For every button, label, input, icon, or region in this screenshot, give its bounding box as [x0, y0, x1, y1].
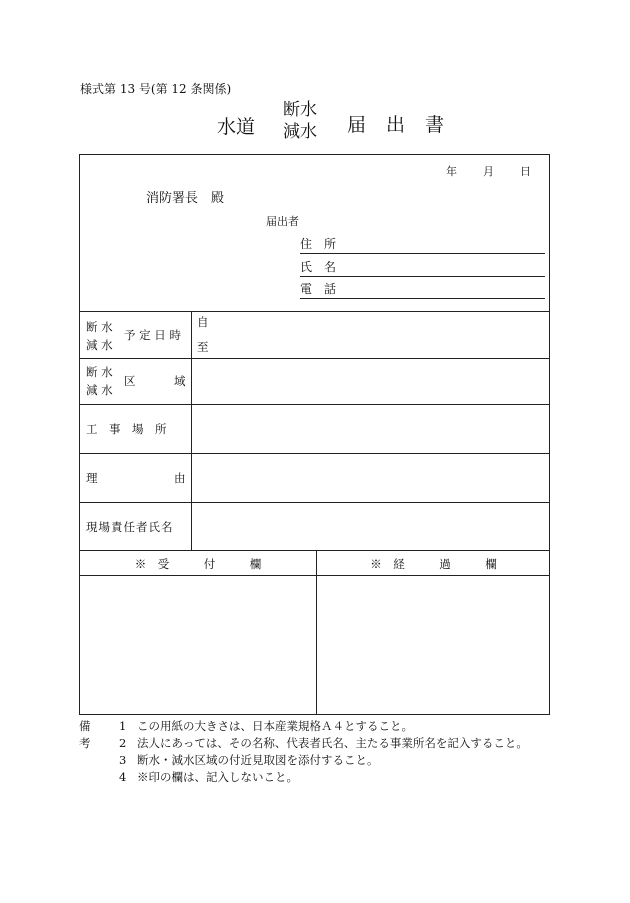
title-stack-top: 断水 — [283, 100, 317, 120]
schedule-stack-bottom: 減 水 — [86, 338, 113, 352]
divider — [80, 453, 549, 454]
note-number: 2 — [119, 736, 127, 750]
area-label-a: 区 — [124, 374, 136, 388]
label-column-divider — [191, 311, 192, 550]
address-label: 住 所 — [300, 237, 337, 251]
form-number: 様式第 13 号(第 12 条関係) — [80, 82, 232, 96]
schedule-to: 至 — [197, 340, 209, 354]
title-stack-bottom: 減水 — [283, 122, 317, 142]
schedule-stack — [86, 318, 113, 354]
note-text: 断水・減水区域の付近見取図を添付すること。 — [137, 753, 379, 767]
area-stack-bottom: 減 水 — [86, 383, 113, 397]
title-water: 水道 — [217, 116, 256, 138]
site-label: 工 事 場 所 — [86, 422, 167, 436]
divider — [80, 575, 549, 576]
reason-label-b: 由 — [174, 471, 186, 485]
reason-label-a: 理 — [86, 471, 98, 485]
addressee: 消防署長 殿 — [146, 191, 225, 206]
divider — [80, 404, 549, 405]
form-title — [0, 97, 630, 147]
divider — [80, 311, 549, 312]
address-field[interactable] — [300, 235, 545, 254]
year-label: 年 — [446, 165, 457, 178]
note-text: 法人にあっては、その名称、代表者氏名、主たる事業所名を記入すること。 — [137, 736, 528, 750]
supervisor-label: 現場責任者氏名 — [86, 520, 174, 534]
area-stack-top: 断 水 — [86, 365, 113, 379]
area-label-b: 域 — [174, 374, 186, 388]
title-stack — [283, 99, 317, 143]
phone-field[interactable] — [300, 280, 545, 299]
note-number: 4 — [119, 770, 127, 784]
title-todoke: 届出書 — [347, 114, 465, 136]
schedule-label: 予 定 日 時 — [124, 328, 181, 342]
note-text: ※印の欄は、記入しないこと。 — [137, 770, 298, 784]
divider — [80, 358, 549, 359]
divider — [80, 502, 549, 503]
note-text: この用紙の大きさは、日本産業規格Ａ４とすること。 — [137, 719, 413, 733]
date-line — [446, 163, 531, 179]
schedule-from: 自 — [197, 315, 209, 329]
note-number: 1 — [119, 719, 127, 733]
applicant-label: 届出者 — [266, 215, 299, 228]
notes-heading: 備考 — [79, 719, 91, 750]
day-label: 日 — [520, 165, 531, 178]
form-table — [79, 154, 550, 715]
area-stack — [86, 363, 113, 399]
divider — [80, 550, 549, 551]
month-label: 月 — [483, 165, 494, 178]
phone-label: 電 話 — [300, 282, 337, 296]
name-field[interactable] — [300, 258, 545, 277]
progress-column-header: ※ 経 過 欄 — [370, 557, 497, 571]
name-label: 氏 名 — [300, 260, 337, 274]
bottom-column-divider — [316, 550, 317, 715]
reception-column-header: ※ 受 付 欄 — [134, 557, 262, 571]
note-number: 3 — [119, 753, 127, 767]
schedule-stack-top: 断 水 — [86, 320, 113, 334]
